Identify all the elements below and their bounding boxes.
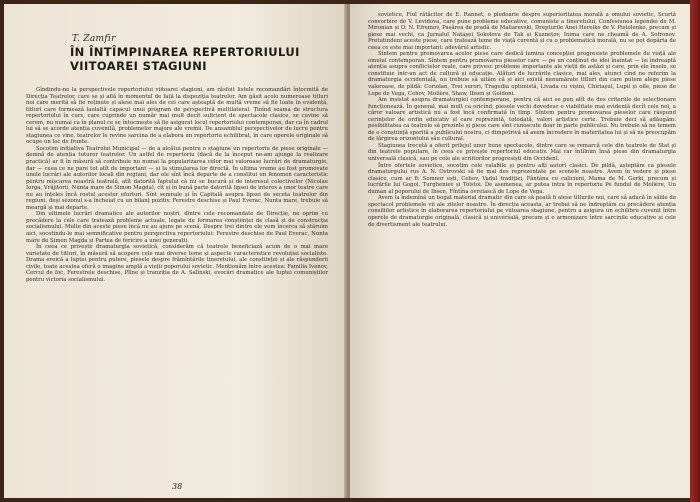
article-author: T. Zamfir [72,34,116,44]
cover-edge [690,0,700,502]
right-page [350,4,690,498]
left-paragraph-4: În ceea ce privește dramaturgia sovietică, considerăm că teatrele beneficiază acum de o mai mare varietate de titluri, în măsură să acopere cele mai diverse teme și aspecte caracteristice revoluției socialiste. Drama eroică a luptei pentru putere, piesele despre frămîntările tineretului, ale conștiinței și ale răspunderii civile, toate acestea oferă o imagine amplă a vieții poporului sovietic. Menționăm între acestea: Familia Ivanov, Cercul de foc, Ferestrele deschise, Pline și tranziția de A. Salînski, evocări dramatice ale luptei comuniștilor pentru victoria socialismului. [26,244,328,283]
right-paragraph-4: Stagiunea trecută a oferit prilejul unor bune spectacole, dintre care se remarcă cele din teatrele de Stat și din teatrele populare, în ceea ce privește repertoriul educativ. Mai rar întîlnim însă piese din dramaturgia universală clasică, sau pe cele ale scriitorilor progresiști din Occident. [368,142,676,163]
title-line-2: VIITOAREI STAGIUNI [70,58,207,73]
left-paragraph-3: Din ultimele lucrări dramatice ale autorilor noștri, dintre cele recomandate de Direcție, ne oprim cu precădere la cele care tratează probleme actuale, legate de formarea conștiinței de clasă și de construcția socialismului. Multe din aceste piese încă nu au ajuns pe scenă. Despre trei dintre ele vom încerca să stăruim aici, socotindu-le mai semnificative pentru perspectiva repertoriului: Ferestre deschise de Paul Everac, Nunta mare de Simon Magda și Partea de fericire a unei generații. [26,211,328,244]
left-paragraph-1: Gîndindu-ne la perspectivele repertoriului viitoarei stagiuni, am răsfoit listele recomandări întocmită de Direcția Teatrelor, care se și află în momentul de față la dispoziția teatrelor. Am găsit acolo numeroase titluri noi care merită să fie reținute și alese mai ales de cei care așteaptă de multă vreme să fie luate în evidență, titluri care formează laolaltă capacul unui program de perspectivă multilateral. Ținînd seama de structura repertoriului în curs, care cuprinde un număr mai mult decît suficient de spectacole clasice, se cuvine să cerem, nu numai ca în planul ce se întocmește să fie asigurat locul repertoriului contemporan, dar ca în cadrul lui să se acorde atenția cuvenită, problemelor majore ale vremii. De ansamblul perspectivelor de lucru pentru stagiunea ce vine, teatrelor le revine sarcina de a elabora un repertoriu echilibrat, în care operele originale să ocupe un loc de frunte. [26,87,328,146]
left-paragraph-2: Socotim inițiativa Teatrului Municipal — de a alcătui pentru o stagiune un repertoriu de piese originale — demnă de atenția tuturor teatrelor. Un astfel de repertoriu (dacă de la început ne-am ajunge la realizare practică) ar fi în măsură să contribuie nu numai la popularizarea celor mai valoroase lucrări de dramaturgie, dar — ceea ce ne pare tot atît de important — și la stimularea lor directă. În ultima vreme au fost promovate unele lucrări ale autorilor locali din regiuni, dar ele sînt încă departe de a constitui un fenomen caracteristic pentru mișcarea noastră teatrală, atît datorită faptului că nu se bucură și de interesul colectivelor (Nicolae Iorga, Vrăjitorii, Nunta mare de Simon Magda), cît și în bună parte datorită lipsei de interes a unor teatre care nu au înțeles încă rostul acestor eforturi. Sînt semnale și în Capitală asupra lipsei de seceta teatrelor din regiuni, deși sezonul s-a încheiat cu un bilanț pozitiv. Ferestre deschise și Paul Everac, Nunta mare, trebuie să meargă și mai departe. [26,145,328,211]
left-page [4,4,347,498]
article-title [70,46,328,73]
right-paragraph-6: Avem la îndemînă un bogat material dramatic din care să poată fi alese titlurile noi, care să aducă în sălile de spectacol problemele vii ale zilelor noastre. În direcția aceasta, ar trebui să ne îndreptăm cu precădere atenția consiliilor artistice în elaborarea repertoriului pe viitoarea stagiune, pentru a asigura un echilibru cuvenit între operele de dramaturgie originală, clasică și universală, precum și o armonizare între sarcinile educative și cele de divertisment ale teatrului. [368,195,676,228]
right-paragraph-2: Sîntem pentru promovarea acelor piese care dedică lumina concepției progresiste problemele de viață ale omului contemporan. Sîntem pentru promovarea pieselor care — pe un conținut de idei înaintat — își îndreaptă atenția asupra conflictelor reale, care privesc probleme importante ale vieții de astăzi și care, prin ele însele, se constituie într-un act de cultură și educație. Alături de lucrările clasice, mai ales, atunci cînd ne referim la dramaturgia occidentală, nu trebuie să uităm că și aici există nenumărate titluri din care putem alege piese valoroase, de pildă: Coriolan, Trei surori, Tragedia optimistă, Livada cu vișini, Chiriașul, Lupii și oile, piese de Lope de Vega, Cehov, Molière, Shaw, Ibsen și Goldoni. [368,51,676,97]
right-paragraph-1: sovietice, Fiul rătăcitor de E. Rannet, o pledoarie despre superioritatea morală a omului sovietic, Scurtă convorbire de V. Levidova, care pune probleme educative, comuniste a tineretului, Confesiunea legendei de M. Mironian și O. N. Efremov, Pasărea de pradă de Maliarevski, Drepturile Anei Hereike de V. Pistolenko, precum și piese mai vechi, ca Jurnalul Natașei Sokolova de Tak și Kuznețov, Inima care ne cheamă de A. Sofronov. Pretutindeni aceste piese, care tratează teme de viață curentă și cu o problematică morală, nu se pot depărta de ceea ce este mai important: adevărul artistic. [368,12,676,51]
left-column [26,34,328,283]
title-line-1: ÎN ÎNTÎMPINAREA REPERTORIULUI [70,45,300,59]
right-paragraph-5: Între ofertele sovietice, socotim cele valabile și pentru alți autori clasici. De pildă, așteptăm ca piesele dramaturgului rus A. N. Ostrovski să fie mai des reprezentate pe scenele noastre. Avem în vedere și piese clasice, cum ar fi: Somnor ești, Cehov, Vadul tradiției, Fântâna cu caliciuni, Mama de M. Gorki, precum și lucrările lui Gogol, Turgheniev și Tolstoi. De asemenea, ar putea intra în repertoriu Pe fundul de Molière, Un duman al poporului de Ibsen, Fîntîna ovreiască de Lope de Vega. [368,162,676,195]
right-column [368,12,676,228]
right-paragraph-3: Am insistat asupra dramaturgiei contemporane, pentru că aici se pun atît de des criteriile de selecționare funcționează. În general, mai mult ca oricînd, piesele vechi dovedesc o viabilitate mai evidentă decît cele noi, a căror valoare artistică nu a fost încă confirmată în timp. Sîntem pentru promovarea pieselor care răspund cerințelor de ordin educativ și care reprezintă, totodată, valori artistice certe. Trebuie deci să adăugăm: posibilitatea ca teatrele să prezinte și piese care sînt cunoscute doar în parte publicului. Nu trebuie să ne temem de o conștiință sporită a publicului nostru, ci dimpotrivă să avem încredere în maturitatea lui și să ne preocupăm de lărgirea orizontului său cultural. [368,97,676,143]
page-number: 38 [172,482,183,491]
